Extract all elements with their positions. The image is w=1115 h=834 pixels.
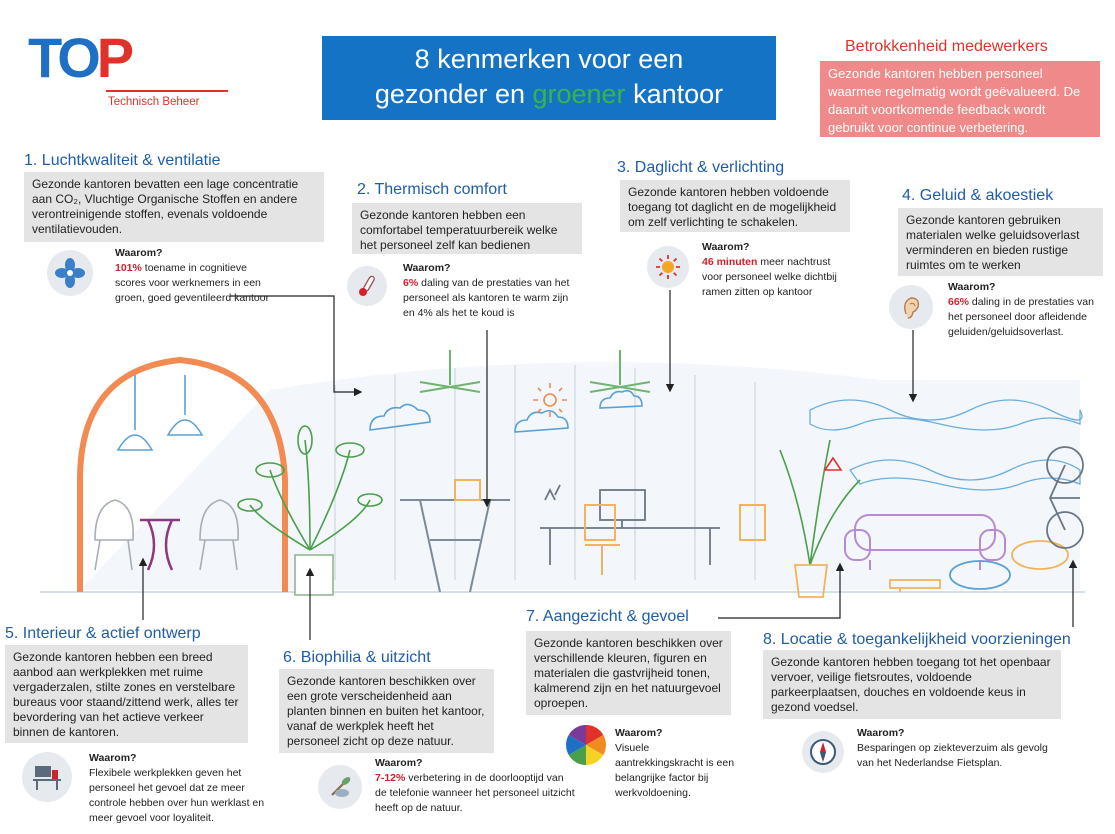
section-2-text: Gezonde kantoren hebben een comfortabel temperatuurbereik welke het personeel zelf kan bedienen: [352, 203, 582, 254]
section-8-heading: 8. Locatie & toegankelijkheid voorzieningen: [763, 631, 1071, 648]
logo-subtitle: Technisch Beheer: [108, 96, 200, 108]
color-wheel-icon: [565, 724, 607, 766]
section-6-text: Gezonde kantoren beschikken over een grote verscheidenheid aan planten binnen en buiten het kantoor, vanaf de werkplek heeft het personeel zicht op deze natuur.: [279, 669, 494, 753]
logo-mark-to: TO: [28, 26, 97, 89]
section-6-stat: 7-12%: [375, 772, 406, 784]
why-label: Waarom?: [615, 727, 663, 739]
section-5-text: Gezonde kantoren hebben een breed aanbod aan werkplekken met ruime vergaderzalen, stilte zones en verstelbare bureaus voor staand/zittend werk, alles ter bevordering van het actieve verkeer binnen de kantoren.: [5, 645, 248, 743]
thermometer-icon: [347, 266, 387, 306]
section-7-why-text: Visuele aantrekkingskracht is een belangrijke factor bij werkvoldoening.: [615, 742, 735, 799]
section-4-why-text: daling in de prestaties van het personeel door afleidende geluiden/geluidsoverlast.: [948, 296, 1094, 338]
office-illustration: [40, 330, 1100, 620]
section-2-stat: 6%: [403, 277, 419, 289]
title-line-1: 8 kenmerken voor een: [414, 44, 684, 74]
logo-mark-p: P: [96, 26, 131, 89]
section-3-why-text: meer nachtrust voor personeel welke dichtbij ramen zitten op kantoor: [702, 256, 837, 298]
title-green-word: groener: [532, 79, 626, 109]
plant-tools-icon: [318, 765, 362, 809]
engagement-heading: Betrokkenheid medewerkers: [845, 38, 1048, 55]
engagement-text: Gezonde kantoren hebben personeel waarmee regelmatig wordt geëvalueerd. De daaruit voortkomende feedback wordt gebruikt voor continue verbetering.: [820, 61, 1100, 137]
section-8-why-text: Besparingen op ziekteverzuim als gevolg van het Nederlandse Fietsplan.: [857, 742, 1048, 769]
section-5-heading: 5. Interieur & actief ontwerp: [5, 625, 201, 642]
section-8-why: [857, 726, 1057, 771]
section-2-why: [403, 261, 573, 321]
compass-icon: [802, 731, 844, 773]
desk-icon: [22, 752, 72, 802]
title-part-a: gezonder en: [374, 79, 533, 109]
section-8-text: Gezonde kantoren hebben toegang tot het openbaar vervoer, veilige fietsroutes, voldoende parkeerplaatsen, douches en voldoende keus in gezond voedsel.: [763, 650, 1061, 719]
section-3-text: Gezonde kantoren hebben voldoende toegang tot daglicht en de mogelijkheid om zelf verlichting te schakelen.: [620, 180, 850, 232]
ear-icon: [889, 285, 933, 329]
section-4-heading: 4. Geluid & akoestiek: [902, 187, 1054, 204]
sun-icon: [647, 246, 689, 288]
logo-underline: [106, 90, 228, 92]
why-label: Waarom?: [857, 727, 905, 739]
why-label: Waarom?: [948, 281, 996, 293]
section-3-heading: 3. Daglicht & verlichting: [617, 159, 785, 176]
page-title: [322, 36, 776, 120]
title-line-2: [322, 77, 776, 112]
section-1-why: [115, 246, 275, 306]
section-7-heading: 7. Aangezicht & gevoel: [526, 608, 689, 625]
why-label: Waarom?: [702, 241, 750, 253]
why-label: Waarom?: [375, 757, 423, 769]
section-2-why-text: daling van de prestaties van het personeel als kantoren te warm zijn en 4% als het te koud is: [403, 277, 570, 319]
section-1-why-text: toename in cognitieve scores voor werknemers in een groen, goed geventileerd kantoor: [115, 262, 270, 304]
section-4-why: [948, 280, 1108, 340]
section-1-stat: 101%: [115, 262, 142, 274]
top-logo: [28, 26, 203, 110]
section-4-text: Gezonde kantoren gebruiken materialen welke geluidsoverlast verminderen en bieden rustige ruimtes om te werken: [898, 208, 1103, 276]
section-5-why: [89, 751, 285, 826]
section-5-why-text: Flexibele werkplekken geven het personeel het gevoel dat ze meer controle hebben over hun werklast en meer gevoel voor loyaliteit.: [89, 767, 265, 824]
section-7-text: Gezonde kantoren beschikken over verschillende kleuren, figuren en materialen die gastvrijheid tonen, kalmerend zijn en het natuurgevoel oproepen.: [526, 631, 731, 715]
section-6-why: [375, 756, 575, 816]
why-label: Waarom?: [403, 262, 451, 274]
section-2-heading: 2. Thermisch comfort: [357, 181, 507, 198]
why-label: Waarom?: [89, 752, 137, 764]
why-label: Waarom?: [115, 247, 163, 259]
section-3-stat: 46 minuten: [702, 256, 758, 268]
section-7-why: [615, 726, 740, 801]
fan-icon: [47, 250, 93, 296]
section-4-stat: 66%: [948, 296, 970, 308]
section-1-heading: 1. Luchtkwaliteit & ventilatie: [24, 152, 221, 169]
title-part-b: kantoor: [625, 79, 724, 109]
section-6-heading: 6. Biophilia & uitzicht: [283, 649, 431, 666]
section-6-why-text: verbetering in de doorlooptijd van de telefonie wanneer het personeel uitzicht heeft op de natuur.: [375, 772, 575, 814]
section-3-why: [702, 240, 852, 300]
section-1-text: Gezonde kantoren bevatten een lage concentratie aan CO₂, Vluchtige Organische Stoffen en andere verontreinigende stoffen, evenals voldoende ventilatievouden.: [24, 172, 324, 242]
